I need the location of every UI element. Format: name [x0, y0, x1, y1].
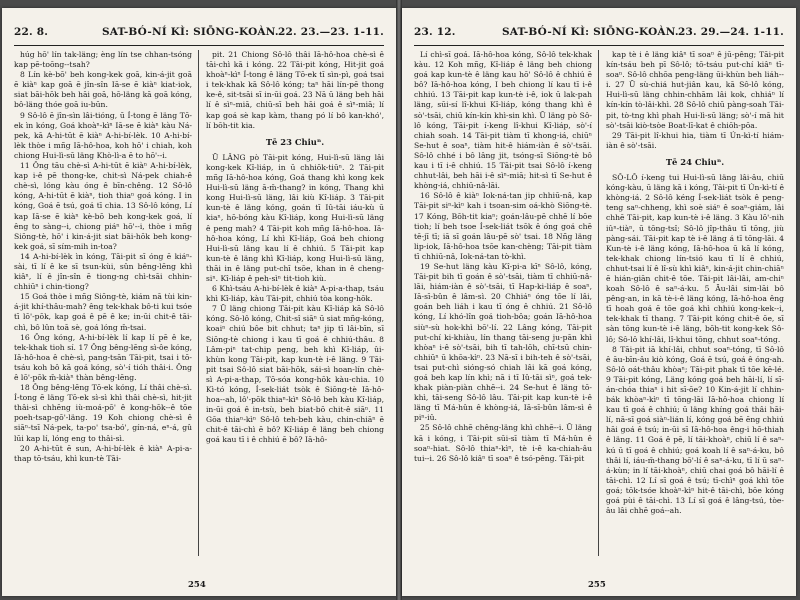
- paragraph: 15 Goá thòe i mñg Siōng-tè, kiám nā tùi kin-á-jit khí-thâu-mah? êng tek-khak bô-ti kui tsóe tī lō'-pōk, kap goá ê pē ê ke; in-ūi chit-ê tāi-chì, bô lûn toā sè, goá lóng m̄-tsai.: [14, 292, 192, 332]
- right-header-range: 23. 29.—24. 1-11.: [678, 26, 784, 38]
- paragraph: 25 Sô-lô chhē chêng-läng khì chhē--i. Ū läng kā i kóng, i Tāi-pit sūi-sī tiàm tī Má-hûn ê soaⁿ-hiat. Sô-lô thiaⁿ-kìⁿ, tè i-ê ka-chiah-âu tui--i. 26 Sô-lô kiâⁿ tī soaⁿ ê tsó-pêng. Tāi-pit: [414, 423, 592, 463]
- right-page-header: [414, 26, 784, 44]
- right-column-2: [606, 50, 784, 556]
- paragraph: 8 Lín kè-bō' beh kong-kek goā, kin-á-jit goā ē kiàⁿ kap goā ē jîn-sîn Iā-se ē kiàⁿ kiat-iok, siat bāi-hōk beh hāi goā, hō-läng kā goā kóng, bô-läng thóe goā iu-būn.: [14, 70, 192, 110]
- right-page: [402, 8, 796, 596]
- left-page-number: 254: [188, 580, 206, 590]
- column-divider: [198, 50, 199, 556]
- left-header-range: 22. 23.—23. 1-11.: [278, 26, 384, 38]
- paragraph: 16 Ông kóng, A-hi-bí-lèk lí kap lí pē ê ke, tek-khak tioh sí. 17 Ông bêng-lēng sì-ôe kóng, Iā-hô-hoa ê chè-sì, pang-tsān Tāi-pit, tsai i tō-tsáu koh bô kā goá kóng, sò'-í tióh thâi-i. Ông ê lō'-pōk m̄-kiàⁿ thàn bêng-lēng.: [14, 332, 192, 382]
- left-header-chapter: 22. 8.: [14, 26, 49, 38]
- paragraph: húg hō' lín tak-läng; èng lín tse chhan-tsóng kap pē-toōng--tsah?: [14, 50, 192, 70]
- chapter-heading: Tē 24 Chiuⁿ.: [665, 156, 725, 167]
- paragraph: pit. 21 Chiong Sô-lô thâi Iā-hô-hoa chè-sì ê tāi-chì kā i kóng. 22 Tāi-pit kóng, Hit-jit goá khoàⁿ-kìⁿ Í-tong ê läng Tō-ek tī sìn-pì, goá tsai i tek-khak kā Sô-lô kóng; taⁿ hāi lín-pē thong ke-ê, sit-tsāi sī in-ūi goá. 23 Nā ū läng beh hāi lí ê sìⁿ-miā, chiū-sī beh hāi goá ê sìⁿ-miā; lí kap goá sè kap kàm, thang pó lí bô kan-khó', lí bōh-tit kia.: [206, 50, 384, 130]
- paragraph: 6 Khì-tsáu A-hi-bí-lèk ê kiàⁿ A-pi-a-thap, tsáu khì Kî-liáp, kàu Tāi-pit, chhiú tòa kong-hōk.: [206, 284, 384, 304]
- right-header-title: SAT-BÓ-NÍ KÌ: SIŌNG-KOÀN.: [502, 26, 679, 38]
- paragraph: 29 Tāi-pit lî-khui hia, tiàm tī Ún-kì-tí hiám-iàn ê sò'-tsāi.: [606, 130, 784, 150]
- paragraph: 14 A-hi-bí-lèk ìn kóng, Tāi-pit sī óng ē kiáⁿ-sài, tī lí ê ke sī tsun-kùi, sûn bêng-lēng khì kiâⁿ, lí ê jîn-sîn ē tiong-ng chì-tsāi chhin-chhiūⁿ i chin-tiong?: [14, 251, 192, 292]
- paragraph: 11 Ông tāu chè-sì A-hi-tūt ē kiàⁿ A-hi-bí-lèk, kap i-ê pē thong-ke, chit-sì Ná-pek chiah-ê chè-sì, lóng kàu óng ê bīn-chêng. 12 Sô-lô kóng, A-hi-tūt ē kiàⁿ, tioh thiaⁿ goá kóng. I in kóng, Goá ē tsú, goá tī chia. 13 Sô-lô kóng, Lí kap Iā-se ē kiàⁿ kè-bō beh kong-kek goá, lí êng to sàng--i, chiong piáⁿ hō'--i, thòe i mñg Siōng-tè, hō' i kin-á-jit siat bāi-hōk beh kong-kek goá, sī sím-mih in-toa?: [14, 161, 192, 251]
- right-header-chapter: 23. 12.: [414, 26, 456, 38]
- left-page-header: [14, 26, 384, 44]
- paragraph: 19 Se-hut läng kàu Kî-pi-a kīⁿ Sô-lô, kóng, Tāi-pit bih tī goán ê sò'-tsāi, tiàm tī chhiū-nâ-lāi, hiám-iàn ê sò'-tsāi, tī Hap-ki-liáp ê soaⁿ, Iā-sī-bûn ê lâm-sì. 20 Chhiáⁿ óng tōe lí lâi, goán beh liáh i kau tī óng ê chhiú. 21 Sô-lô kóng, Lí khó-lîn goá tioh-bôa; goán Iā-hô-hoa siùⁿ-sù hok-khì bō'-lí. 22 Lâng kóng, Tāi-pit put-chí ki-khiàu, lín thang tāi-seng ju-pān khì khòaⁿ i-ê sò'-tsāi, bih tī tah-lōh, chī-tsū chin-chhiūⁿ ū khōa-kìⁿ. 23 Nā-sī i bih-teh ê sò'-tsāi, tsai put-chì sióng-só chiah lâi kā goá kóng, goá beh kap lín khì; nā i tī Iû-tāi sìⁿ, goá tek-khak piàn-piàn chhē--i. 24 Se-hut ê läng tō-khì, tāi-seng Sô-lô lâu. Tāi-pit kap kun-tè i-ê läng tī Má-hûn ê khòng-iá, Iā-sī-bûn lâm-sì ê piⁿ-iû.: [414, 261, 592, 423]
- paragraph: 7 Ū läng chiong Tāi-pit kàu Kî-liáp kā Sô-lô kóng. Sô-lô kóng, Chit-sî siāⁿ ū siat mñg-kóng, koaiⁿ chiú bôe bit chhut; taⁿ jip tī lâi-bīn, sī Siōng-tè chiong i kau tī goá ê chhiú-thâu. 8 Lâm-piⁿ tat-chip peng, beh khì Kî-liáp, ûi-khùn kong Tāi-pit, kap kun-tè i-ê läng. 9 Tāi-pit tsai Sô-lô siat bāi-hōk, sái-sì hoan-lín chè-sì A-pi-a-thap, Tō-sóa kong-hōk kàu-chia. 10 Kì-tó kóng, Í-sek-liát tsòk ê Siōng-tè Iā-hô-hoa--ah, lô'-pōk thiaⁿ-kìⁿ Sô-lô beh kàu Kî-liáp, in-ūi goá ê in-tsù, beh biat-bō chit-ê siāⁿ. 11 Gōa thiaⁿ-kìⁿ Sô-lô teh-beh kàu, chin-chiāⁿ ē chit-ê tāi-chì ē bô? Kî-liáp ê läng beh chiong goá kau tī i ê chhiú ē bô? Iā-hô-: [206, 304, 384, 445]
- left-column-2: [206, 50, 384, 556]
- paragraph: 8 Tāi-pit iā khí-lâi, chhut soaⁿ-tóng, tī Sô-lô ê āu-bīn-âu kiò kóng, Goá ē tsú, goá ê óng-ah. Sô-lô oát-thâu khòaⁿ; Tāi-pit phak tī tōe kē-lé. 9 Tāi-pit kóng, Läng kóng goá beh hāi-lí, lí sī-án-chóa thiaⁿ i hit sī-ōe? 10 Kin-á-jit lí chhin-bák khòaⁿ-kìⁿ tī tōng-lāi Iā-hô-hoa chiong lí kau tī goá ê chhiú; ū läng khíng goá thâi hāi-lí, nā-sī goá siàⁿ-lián lí, kóng goá bē ēng chhiú hāi goá ê tsú; in-ūi sī Iā-hô-hoa êng-i hō-thiah ê läng. 11 Goá ê pē, lí tāi-khoàⁿ, chiū lí ê saⁿ-kú ū tī goá ê chhiú; goá koah lí ê saⁿ-á-ku, bô thâi lí, iáu-m̄-thang bō'-lí ê saⁿ-á-ku, tī lí ū saⁿ-á-kùn; in lí tāi-khoàⁿ, chiū chai goá bô hāi-lí ê tāi-chì. 12 Lí sī goá ê tsú; tī-chìⁿ goá khì tōe goá; tōk-tsóe khoàⁿ-kìⁿ hit-ê tāi-chì, bōe kóng goá pùi ê tāi-chì. 13 Lí sī goá ê lâng-tsú, tòe-âu lâi chhē goá--ah.: [606, 344, 784, 516]
- chapter-heading: Tē 23 Chiuⁿ.: [265, 136, 325, 147]
- left-page: [2, 8, 396, 596]
- column-divider: [598, 50, 599, 556]
- right-page-number: 255: [588, 580, 606, 590]
- right-column-1: [414, 50, 592, 556]
- paragraph: 20 A-hi-tūt ē sun, A-hi-bí-lèk ê kiàⁿ A-pi-a-thap tō-tsáu, khì kun-tè Tāi-: [14, 443, 192, 463]
- paragraph: 16 Sô-lô ê kiàⁿ Iok-ná-tan jip chhiū-nâ, kap Tāi-pit siⁿ-kìⁿ kah i tsoan-sim oá-khò Siōng-tè. 17 Kóng, Bōh-tit kiaⁿ; goán-lâu-pē chhē lí bōe tioh; lí beh tsoe Í-sek-liát tsōk ê óng goá chē tē-jī tī; iā sī goán lâu-pē sò' tsai. 18 Nñg läng lip-iok, Iā-hô-hoa tsōe kan-chèng; Tāi-pit tiàm tī chhiū-nâ, Iok-ná-tan tò-khì.: [414, 191, 592, 261]
- left-header-rule: [14, 45, 384, 46]
- paragraph: kap tè i ê läng kiâⁿ tī soaⁿ ê jū-pêng; Tāi-pit kín-tsáu beh pī Sô-lô; tō-tsáu put-chí kiâⁿ tī-soaⁿ. Sô-lô chhōa peng-läng ūi-khùn beh liáh--i. 27 Ū sù-chiá hut-jiân kau, kā Sô-lô kóng, Hui-lì-sū läng chhin-chhām lâi kok, chhiáⁿ lí kín-kín tò-lâi-khì. 28 Sô-lô chiū pàng-soah Tāi-pit, tò-tng khì phah Hui-lì-sū läng; sò'-í mā hit sò'-tsāi kiò-tsòe Boat-lī-kat ê chiōh-pōa.: [606, 50, 784, 130]
- paragraph: 18 Ông bêng-lēng Tō-ek kóng, Lí thâi chè-sì. Í-tong ē läng Tō-ek sì-sì khì thâi chè-sì, hit-jit thâi-sì chhēng iù-moá-pō' ê kong-hōk--ê tōe poeh-tsap-gō'-läng. 19 Koh chiong chè-sì ê siāⁿ-tsī Ná-pek, ta-po' tsa-bó', gín-ná, eⁿ-á, gû lūi kap lí, lóng eng to thâi-sì.: [14, 383, 192, 443]
- right-header-rule: [414, 45, 784, 46]
- paragraph: Ū LÂNG pò Tāi-pit kóng, Hui-lì-sū läng lâi kong-kek Kî-liáp, in ū chhiōk-tiūⁿ. 2 Tāi-pit mñg Iā-hô-hoa kóng, Goá thang khì kong kek Hui-lì-sū läng ā-m̄-thang? in kóng, Thang khì kong Hui-lì-sū läng, lâi kiù Kî-liáp. 3 Tāi-pit kun-tè ê läng kóng, goán tī Iû-tāi iáu-kù ū kiaⁿ, hō-bóng kàu Kî-liáp, kong Hui-lì-sū läng ê peng mah? 4 Tāi-pit koh mñg Iā-hô-hoa. Iā-hô-hoa kóng, Lí khì Kî-liáp, Goá beh chiong Hui-lì-sū läng kau lí ê chhiú. 5 Tāi-pit kap kun-tè ê läng khì Kî-liáp, kong Hui-lì-sū läng, thāi in ê läng put-chī tsōe, khan in ê cheng-siⁿ. Kî-liáp ê peh-sìⁿ tit-tioh kiù.: [206, 152, 384, 283]
- left-column-1: [14, 50, 192, 556]
- left-header-title: SAT-BÓ-NÍ KÌ: SIŌNG-KOÀN.: [102, 26, 279, 38]
- paragraph: 9 Sô-lô ē jîn-sìn lâi-tióng, ū Í-tong ē läng Tō-ek ìn kóng, Goá khoàⁿ-kìⁿ Iā-se ē kiàⁿ kàu Ná-pek, kā A-hi-tūt ē kiàⁿ A-hi-bí-lèk. 10 A-hi-bí-lèk thòe i mñg Iā-hô-hoa, koh hō' i chiah, koh chiong Hui-lì-sū läng Khò-lì-a ē to hō'--i.: [14, 110, 192, 160]
- paragraph: Lí chì-sī goá. Iā-hô-hoa kóng, Sô-lô tek-khak kàu. 12 Koh mñg, Kî-liáp ê läng beh chiong goá kap kun-tè ê läng kau hō' Sô-lô ê chhiú ē bô? Iā-hô-hoa kóng, I beh chiong lí kau tī i-ê chhiú. 13 Tāi-pit kap kun-tè i-ê, iok ū lak-pah läng, sūi-sí lî-khui Kî-liáp, kóng thang khì ê sò'-tsāi, chiū kín-kín khì-sin khì. Ū läng pò Sô-lô kóng, Tāi-pit í-keng lî-khui Kî-liáp, sò'-í chiah soah. 14 Tāi-pit tiàm tī khong-iá, chiūⁿ Se-hut ê soaⁿ, tiàm hit-ê hiám-iàn ê sò'-tsāi. Sô-lô chhé i bô lâng jit, tsóng-sī Siōng-tè bô kau i tī i-ê chhiú. 15 Tāi-pit tsai Sô-lô í-keng chhut-lâi, beh hāi i-ê sìⁿ-miā; hit-sì tī Se-hut ê khòng-iá, chhiū-nâ-lāi.: [414, 50, 592, 191]
- paragraph: SÔ-LÔ í-keng tui Hui-lì-sū läng lâi-âu, chiū kóng-kàu, ū läng kā i kóng, Tāi-pit tī Ún-kì-tí ê khòng-iá. 2 Sô-lô kéng Í-sek-liát tsòk ê peng-teng saⁿ-chheng, khì soè siáⁿ ê soaⁿ-giám, lâi chhē Tāi-pit, kap kun-tè i-ê läng. 3 Kàu lō'-nih iûⁿ-tiàⁿ, ū tōng-tsî; Sô-lô jîp-thâu tī tōng, jiù pàng-sái. Tāi-pit kap tè i-ê läng á tī tōng-lāi. 4 Kun-tè i-ê läng kóng, Iā-hô-hoa ū kā lí kóng, tek-khak chiong lín-tsió kau tī lí ê chhiú, chhut-tsai lí ê lî-sù khì kiâⁿ, kin-á-jit chin-chiāⁿ ē hián-giān chit-ê tōe. Tāi-pit lâi-lâi, am-chiⁿ koah Sô-lô ê saⁿ-á-ku. 5 Āu-lâi sim-lāi bô pêng-an, in kā tè-i-ê läng kóng, Iā-hô-hoa êng tī hoah goá ē tōe goá khì chhiú kong-kek--i, tek-khak tī thang. 7 Tāi-pit kóng chit-ê ōe, sī sàn tōng kun-tè i-ê läng, bōh-tit kong-kek Sô-lô; Sô-lô khí-lâi, lî-khui tōng, chhut soaⁿ-tóng.: [606, 173, 784, 344]
